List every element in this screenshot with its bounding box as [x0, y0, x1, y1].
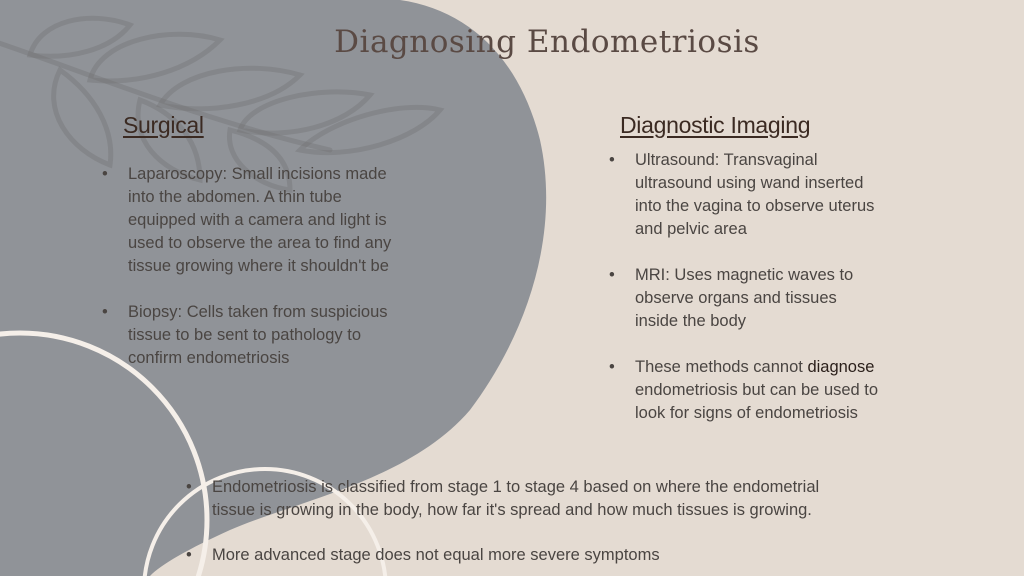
note-text-end: endometriosis but can be used to look for signs of endometriosis — [635, 381, 879, 422]
surgical-list — [102, 163, 402, 370]
list-item-biopsy: • Biopsy: Cells taken from suspicious tissue to be sent to pathology to confirm endometriosis — [102, 301, 402, 370]
list-item-methods-note — [609, 356, 879, 425]
surgical-heading: Surgical — [123, 112, 204, 138]
staging-list — [186, 476, 836, 567]
note-emphasis: diagnose — [807, 358, 875, 376]
list-item-severity: • More advanced stage does not equal more severe symptoms — [186, 544, 836, 567]
list-item-laparoscopy: • Laparoscopy: Small incisions made into the abdomen. A thin tube equipped with a camera and light is used to observe the area to find any tissue growing where it shouldn't be — [102, 163, 402, 278]
list-item-mri: • MRI: Uses magnetic waves to observe organs and tissues inside the body — [609, 264, 879, 333]
imaging-list — [609, 149, 879, 425]
slide-title: Diagnosing Endometriosis — [334, 24, 760, 60]
imaging-heading: Diagnostic Imaging — [620, 112, 811, 138]
list-item-stages: • Endometriosis is classified from stage 1 to stage 4 based on where the endometrial tissue is growing in the body, how far it's spread and how much tissues is growing. — [186, 476, 836, 522]
note-text-start: These methods cannot — [635, 358, 808, 376]
list-item-ultrasound: • Ultrasound: Transvaginal ultrasound using wand inserted into the vagina to observe uterus and pelvic area — [609, 149, 879, 241]
